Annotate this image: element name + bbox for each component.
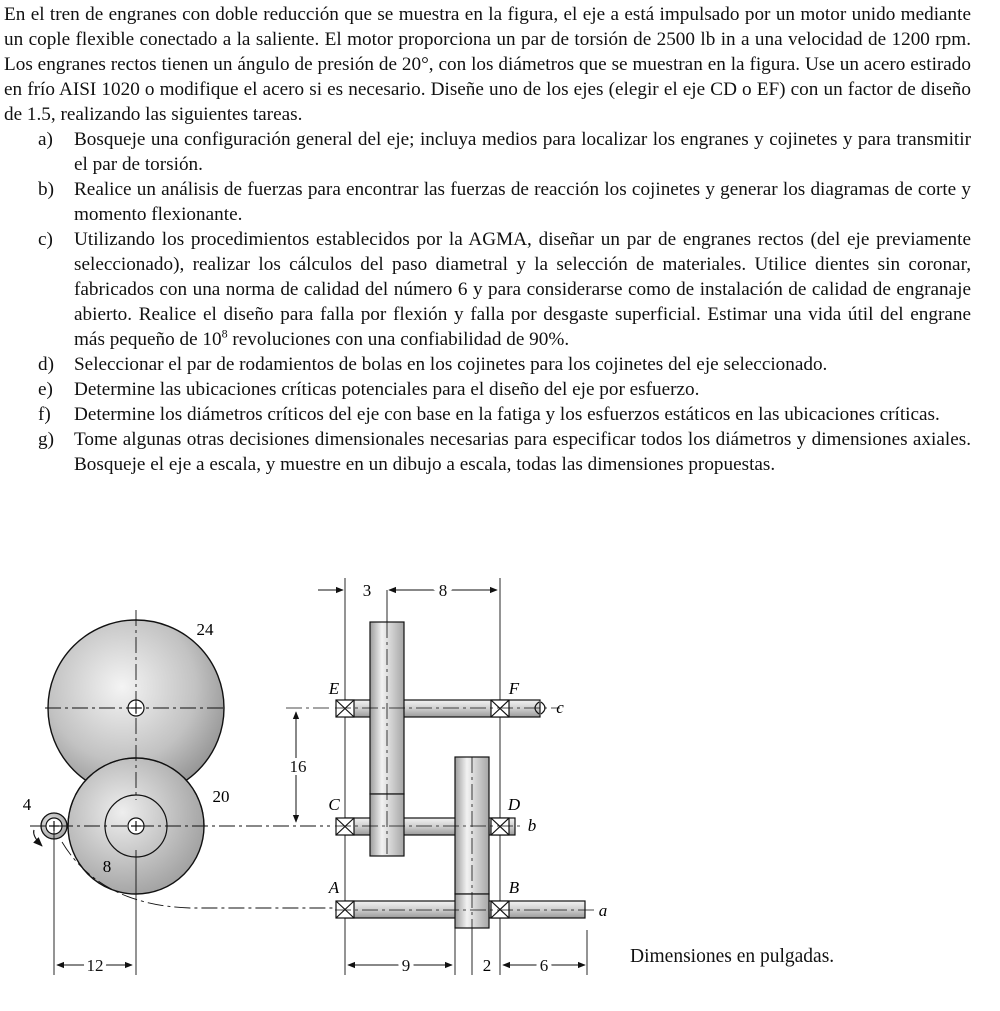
label-bearing-d: D bbox=[507, 795, 521, 814]
task-tag: c) bbox=[38, 229, 53, 250]
label-9: 9 bbox=[401, 956, 411, 975]
label-3: 3 bbox=[362, 581, 372, 600]
task-text: Realice un análisis de fuerzas para encontrar las fuerzas de reacción los cojinetes y generar los diagramas de corte y momento flexionante. bbox=[74, 179, 971, 225]
label-24: 24 bbox=[196, 620, 214, 639]
label-8: 8 bbox=[102, 857, 112, 876]
task-tag: a) bbox=[38, 129, 53, 150]
label-shaft-c: c bbox=[556, 698, 564, 717]
label-20: 20 bbox=[212, 787, 230, 806]
task-text: Tome algunas otras decisiones dimensionales necesarias para especificar todos los diámetros y dimensiones axiales. Bosqueje el eje a escala, y muestre en un dibujo a escala, todas las dimensiones propuestas. bbox=[74, 429, 971, 475]
task-text: Bosqueje una configuración general del eje; incluya medios para localizar los engranes y cojinetes y para transmitir el par de torsión. bbox=[74, 129, 971, 175]
label-shaft-b: b bbox=[527, 816, 537, 835]
task-text: Determine las ubicaciones críticas potenciales para el diseño del eje por esfuerzo. bbox=[74, 379, 700, 400]
bearing-f bbox=[491, 700, 509, 717]
task-item-g bbox=[4, 427, 971, 477]
task-tag: b) bbox=[38, 179, 54, 200]
label-bearing-e: E bbox=[328, 679, 340, 698]
figure-caption: Dimensiones en pulgadas. bbox=[630, 946, 835, 967]
bearing-e bbox=[336, 700, 354, 717]
task-list bbox=[4, 127, 971, 477]
label-2: 2 bbox=[482, 956, 492, 975]
side-view bbox=[318, 578, 607, 975]
task-tag: g) bbox=[38, 429, 54, 450]
task-item-b bbox=[4, 177, 971, 227]
task-tag: d) bbox=[38, 354, 54, 375]
gear-train-drawing bbox=[0, 568, 1000, 1006]
label-4: 4 bbox=[22, 795, 32, 814]
label-6: 6 bbox=[539, 956, 549, 975]
task-item-f bbox=[4, 402, 971, 427]
task-text: Determine los diámetros críticos del eje con base en la fatiga y los esfuerzos estáticos en las ubicaciones críticas. bbox=[74, 404, 940, 425]
task-item-c bbox=[4, 227, 971, 352]
bearing-b bbox=[491, 901, 509, 918]
task-text: Utilizando los procedimientos establecidos por la AGMA, diseñar un par de engranes rectos (del eje previamente seleccionado), realizar los cálculos del paso diametral y la selección de materiales. Utilice dientes sin coronar, fabricados con una norma de calidad del número 6 y para considerarse como de instalación de calidad de engranaje abierto. Realice el diseño para falla por flexión y falla por desgaste superficial. Estimar una vida útil del engrane más pequeño de 10 bbox=[74, 229, 971, 350]
label-bearing-a: A bbox=[328, 878, 340, 897]
task-item-e bbox=[4, 377, 971, 402]
problem-statement bbox=[4, 2, 971, 477]
task-tag: f) bbox=[38, 404, 51, 425]
front-view bbox=[23, 610, 335, 975]
shaft-c-break bbox=[541, 702, 545, 714]
bearing-d bbox=[491, 818, 509, 835]
label-bearing-c: C bbox=[328, 795, 340, 814]
gear-train-figure bbox=[0, 568, 1000, 1006]
problem-intro: En el tren de engranes con doble reducción que se muestra en la figura, el eje a está impulsado por un motor unido mediante un cople flexible conectado a la saliente. El motor proporciona un par de torsión de 2500 lb in a una velocidad de 1200 rpm. Los engranes rectos tienen un ángulo de presión de 20°, con los diámetros que se muestran en la figura. Use un acero estirado en frío AISI 1020 o modifique el acero si es necesario. Diseñe uno de los ejes (elegir el eje CD o EF) con un factor de diseño de 1.5, realizando las siguientes tareas. bbox=[4, 4, 971, 125]
label-8-top: 8 bbox=[438, 581, 448, 600]
bearing-c bbox=[336, 818, 354, 835]
task-item-d bbox=[4, 352, 971, 377]
bearing-a bbox=[336, 901, 354, 918]
task-text: Seleccionar el par de rodamientos de bolas en los cojinetes para los cojinetes del eje seleccionado. bbox=[74, 354, 828, 375]
task-exponent: 8 bbox=[221, 326, 228, 341]
label-bearing-f: F bbox=[508, 679, 520, 698]
label-12: 12 bbox=[86, 956, 104, 975]
label-bearing-b: B bbox=[508, 878, 520, 897]
task-item-a bbox=[4, 127, 971, 177]
label-16: 16 bbox=[289, 757, 307, 776]
label-shaft-a: a bbox=[598, 901, 608, 920]
rotation-arrow bbox=[34, 830, 42, 846]
task-tag: e) bbox=[38, 379, 53, 400]
task-text-end: revoluciones con una confiabilidad de 90%. bbox=[227, 329, 570, 350]
